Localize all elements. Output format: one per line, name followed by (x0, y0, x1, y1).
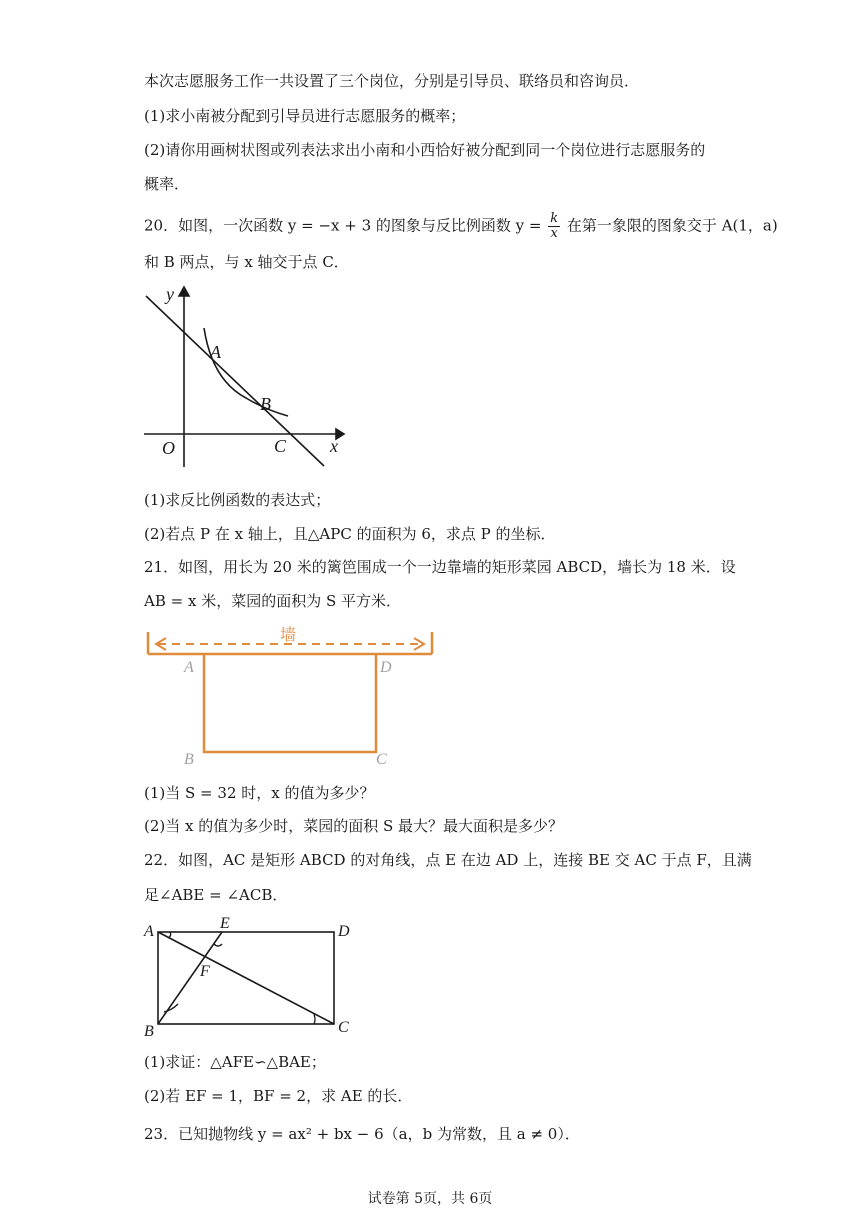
label-A: A (210, 342, 221, 362)
label-E: E (220, 915, 230, 932)
label-C: C (376, 751, 387, 768)
label-D: D (338, 923, 350, 940)
page-footer: 试卷第 5页，共 6页 (367, 1191, 493, 1207)
question-19-part-2: (2)请你用画树状图或列表法求出小南和小西恰好被分配到同一个岗位进行志愿服务的 (144, 141, 706, 159)
label-B: B (184, 751, 194, 768)
angle-mark-A (168, 932, 171, 938)
question-22-stem: 22．如图，AC 是矩形 ABCD 的对角线，点 E 在边 AD 上，连接 BE 交 AC 于点 F，且满 (144, 851, 752, 869)
diagonal-AC (158, 932, 334, 1024)
stem-text: 20．如图，一次函数 y = −x + 3 的图象与反比例函数 y = (144, 216, 542, 235)
label-O: O (162, 438, 175, 458)
text-line: 本次志愿服务工作一共设置了三个岗位，分别是引导员、联络员和咨询员． (144, 72, 640, 90)
question-20-part-1: (1)求反比例函数的表达式； (144, 491, 331, 509)
figure-22 (140, 914, 360, 1040)
text-line: 足∠ABE = ∠ACB． (144, 886, 288, 904)
label-A: A (184, 659, 194, 676)
label-F: F (200, 963, 210, 980)
question-22-part-1: (1)求证：△AFE∽△BAE； (144, 1053, 326, 1071)
question-19-part-1: (1)求小南被分配到引导员进行志愿服务的概率； (144, 107, 466, 125)
label-B: B (260, 394, 271, 414)
label-B: B (144, 1023, 154, 1040)
angle-mark-ACB (314, 1014, 315, 1024)
label-D: D (380, 659, 392, 676)
fraction-numerator: k (550, 211, 559, 226)
y-axis-arrow (179, 287, 189, 296)
fraction-denominator: x (550, 226, 558, 241)
question-21-stem: 21．如图，用长为 20 米的篱笆围成一个一边靠墙的矩形菜园 ABCD，墙长为 18 米．设 (144, 558, 736, 576)
question-21-part-1: (1)当 S = 32 时，x 的值为多少？ (144, 784, 375, 802)
angle-mark-E (214, 944, 222, 946)
label-C: C (274, 436, 287, 456)
label-y: y (166, 284, 174, 304)
fence-rectangle (204, 654, 376, 752)
question-20-part-2: (2)若点 P 在 x 轴上，且△APC 的面积为 6，求点 P 的坐标． (144, 525, 556, 543)
label-x: x (330, 436, 338, 456)
text-line: 和 B 两点，与 x 轴交于点 C． (144, 253, 349, 271)
question-23-stem: 23．已知抛物线 y = ax² + bx − 6（a，b 为常数，且 a ≠ 0）． (144, 1125, 580, 1143)
text-line: AB = x 米，菜园的面积为 S 平方米． (144, 592, 402, 610)
question-21-part-2: (2)当 x 的值为多少时，菜园的面积 S 最大？最大面积是多少？ (144, 817, 564, 835)
stem-text: 在第一象限的图象交于 A(1，a) (566, 216, 778, 235)
label-C: C (338, 1019, 349, 1036)
question-20-stem (144, 212, 778, 241)
text-line: 概率． (144, 175, 190, 193)
label-wall: 墙 (280, 627, 297, 644)
figure-21 (144, 622, 438, 772)
question-22-part-2: (2)若 EF = 1，BF = 2，求 AE 的长． (144, 1087, 413, 1105)
label-A: A (144, 923, 154, 940)
figure-20 (140, 282, 360, 472)
fraction-k-over-x (548, 212, 560, 241)
